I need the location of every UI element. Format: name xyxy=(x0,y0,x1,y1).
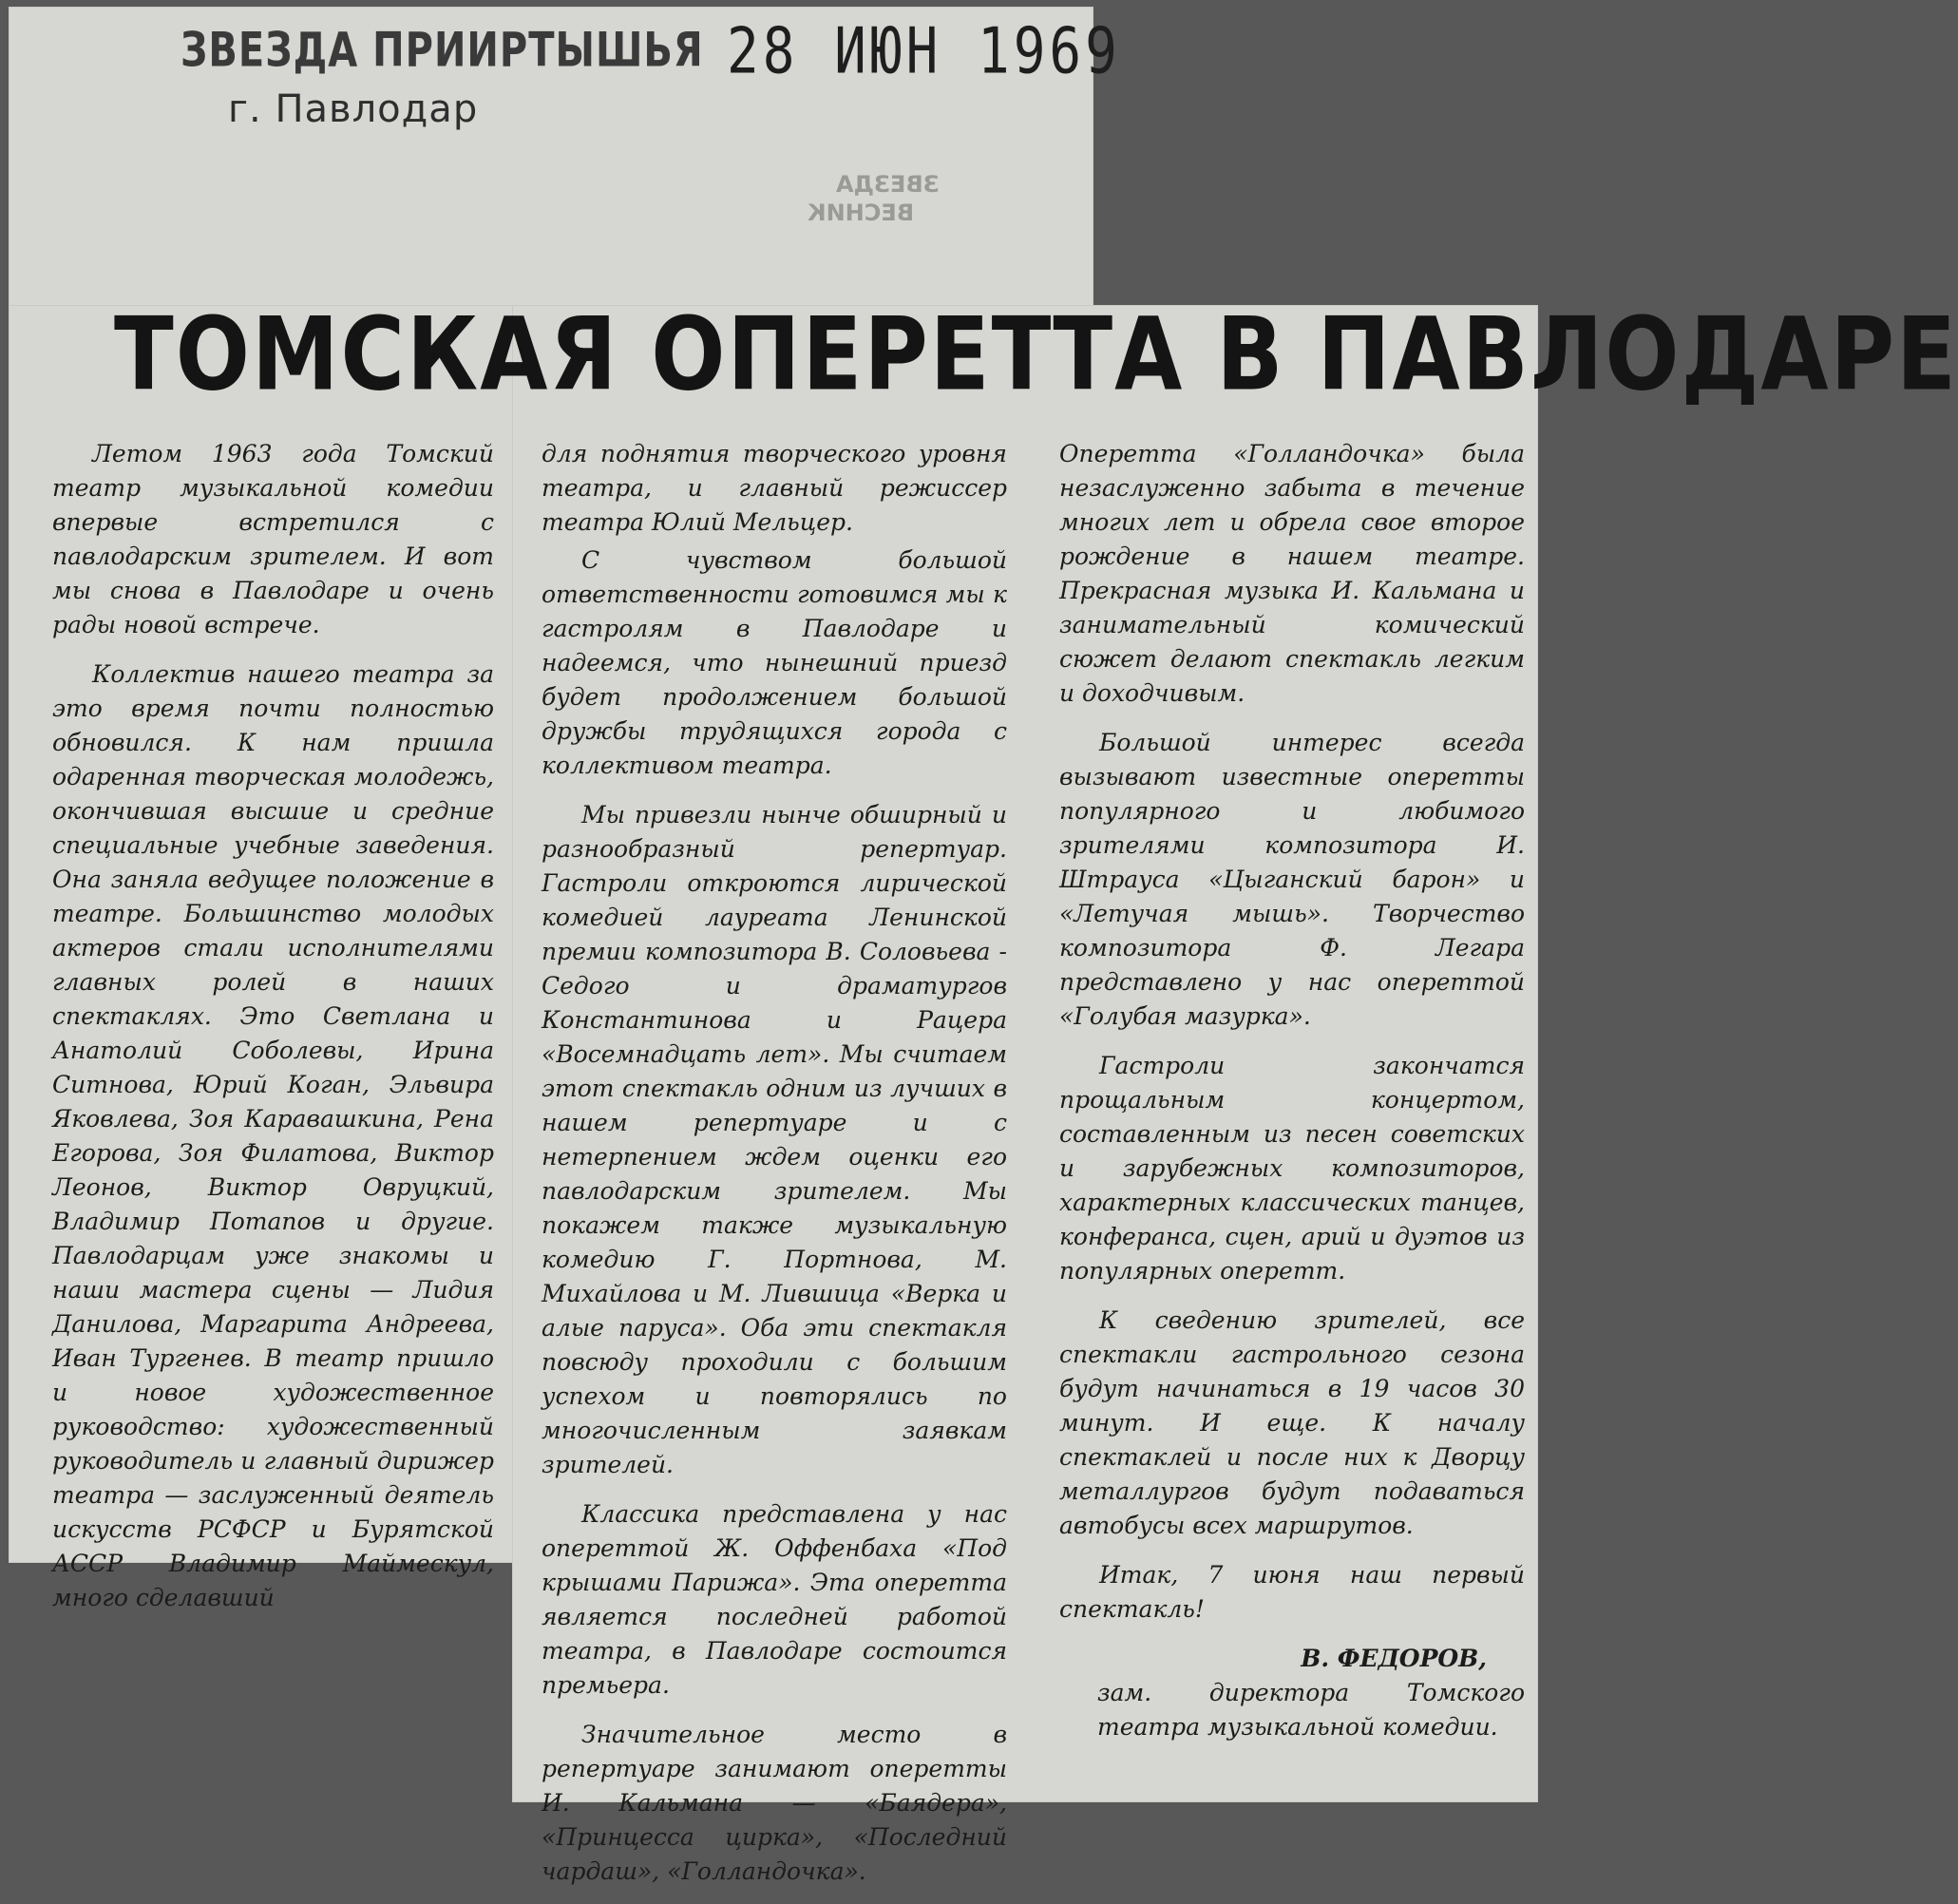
paragraph: Итак, 7 июня наш первый спектакль! xyxy=(1059,1561,1525,1623)
city-stamp: г. Павлодар xyxy=(228,87,479,131)
paragraph: С чувством большой ответственности готовимся мы к гастролям в Павлодаре и надеемся, что нынешний приезд будет продолжением большой дружбы трудящихся города с коллективом театра. xyxy=(542,546,1007,779)
date-stamp: 28 ИЮН 1969 xyxy=(727,14,1121,89)
paragraph: для поднятия творческого уровня театра, и главный режиссер театра Юлий Мельцер. xyxy=(542,440,1007,536)
article-column-right xyxy=(1059,437,1525,1744)
paragraph: Оперетта «Голландочка» была незаслуженно забыта в течение многих лет и обрела свое второе рождение в нашем театре. Прекрасная музыка И. Кальмана и занимательный комический сюжет делают спектакль легким и доходчивым. xyxy=(1059,440,1525,707)
author-position: зам. директора Томского театра музыкальной комедии. xyxy=(1097,1679,1525,1741)
bleed-through-text: ЗВЕЗДА xyxy=(836,171,940,198)
newspaper-stamp: ЗВЕЗДА ПРИИРТЫШЬЯ xyxy=(181,23,704,78)
paragraph: Классика представлена у нас опереттой Ж. Оффенбаха «Под крышами Парижа». Эта оперетта является последней работой театра, в Павлодаре состоится премьера. xyxy=(542,1500,1007,1699)
paragraph: Гастроли закончатся прощальным концертом, составленным из песен советских и зарубежных композиторов, характерных классических танцев, конферанса, сцен, арий и дуэтов из популярных оперетт. xyxy=(1059,1052,1525,1285)
paragraph: Летом 1963 года Томский театр музыкальной комедии впервые встретился с павлодарским зрителем. И вот мы снова в Павлодаре и очень рады новой встрече. xyxy=(52,440,494,638)
paragraph: Большой интерес всегда вызывают известные оперетты популярного и любимого зрителями композитора И. Штрауса «Цыганский барон» и «Летучая мышь». Творчество композитора Ф. Легара представлено у нас опереттой «Голубая мазурка». xyxy=(1059,729,1525,1030)
author-name: В. ФЕДОРОВ, xyxy=(1301,1645,1487,1672)
paragraph: К сведению зрителей, все спектакли гастрольного сезона будут начинаться в 19 часов 30 минут. И еще. К началу спектаклей и после них к Дворцу металлургов будут подаваться автобусы всех маршрутов. xyxy=(1059,1306,1525,1539)
paragraph: Мы привезли нынче обширный и разнообразный репертуар. Гастроли откроются лирической комедией лауреата Ленинской премии композитора В. Соловьева - Седого и драматургов Константинова и Рацера «Восемнадцать лет». Мы считаем этот спектакль одним из лучших в нашем репертуаре и с нетерпением ждем оценки его павлодарским зрителем. Мы покажем также музыкальную комедию Г. Портнова, М. Михайлова и М. Лившица «Верка и алые паруса». Оба эти спектакля повсюду проходили с большим успехом и повторялись по многочисленным заявкам зрителей. xyxy=(542,801,1007,1478)
bleed-through-text: ВЕСНИК xyxy=(808,200,915,226)
signature-block xyxy=(1059,1642,1525,1744)
paragraph: Коллектив нашего театра за это время почти полностью обновился. К нам пришла одаренная творческая молодежь, окончившая высшие и средние специальные учебные заведения. Она заняла ведущее положение в театре. Большинство молодых актеров стали исполнителями главных ролей в наших спектаклях. Это Светлана и Анатолий Соболевы, Ирина Ситнова, Юрий Коган, Эльвира Яковлева, Зоя Каравашкина, Рена Егорова, Зоя Филатова, Виктор Леонов, Виктор Овруцкий, Владимир Потапов и другие. Павлодарцам уже знакомы и наши мастера сцены — Лидия Данилова, Маргарита Андреева, Иван Тургенев. В театр пришло и новое художественное руководство: художественный руководитель и главный дирижер театра — заслуженный деятель искусств РСФСР и Бурятской АССР Владимир Маймескул, много сделавший xyxy=(52,660,494,1611)
article-headline: ТОМСКАЯ ОПЕРЕТТА В ПАВЛОДАРЕ xyxy=(114,295,1958,414)
article-column-left xyxy=(52,437,494,1630)
paragraph: Значительное место в репертуаре занимают оперетты И. Кальмана — «Баядера», «Принцесса цирка», «Последний чардаш», «Голландочка». xyxy=(542,1721,1007,1885)
article-column-middle xyxy=(542,437,1007,1904)
